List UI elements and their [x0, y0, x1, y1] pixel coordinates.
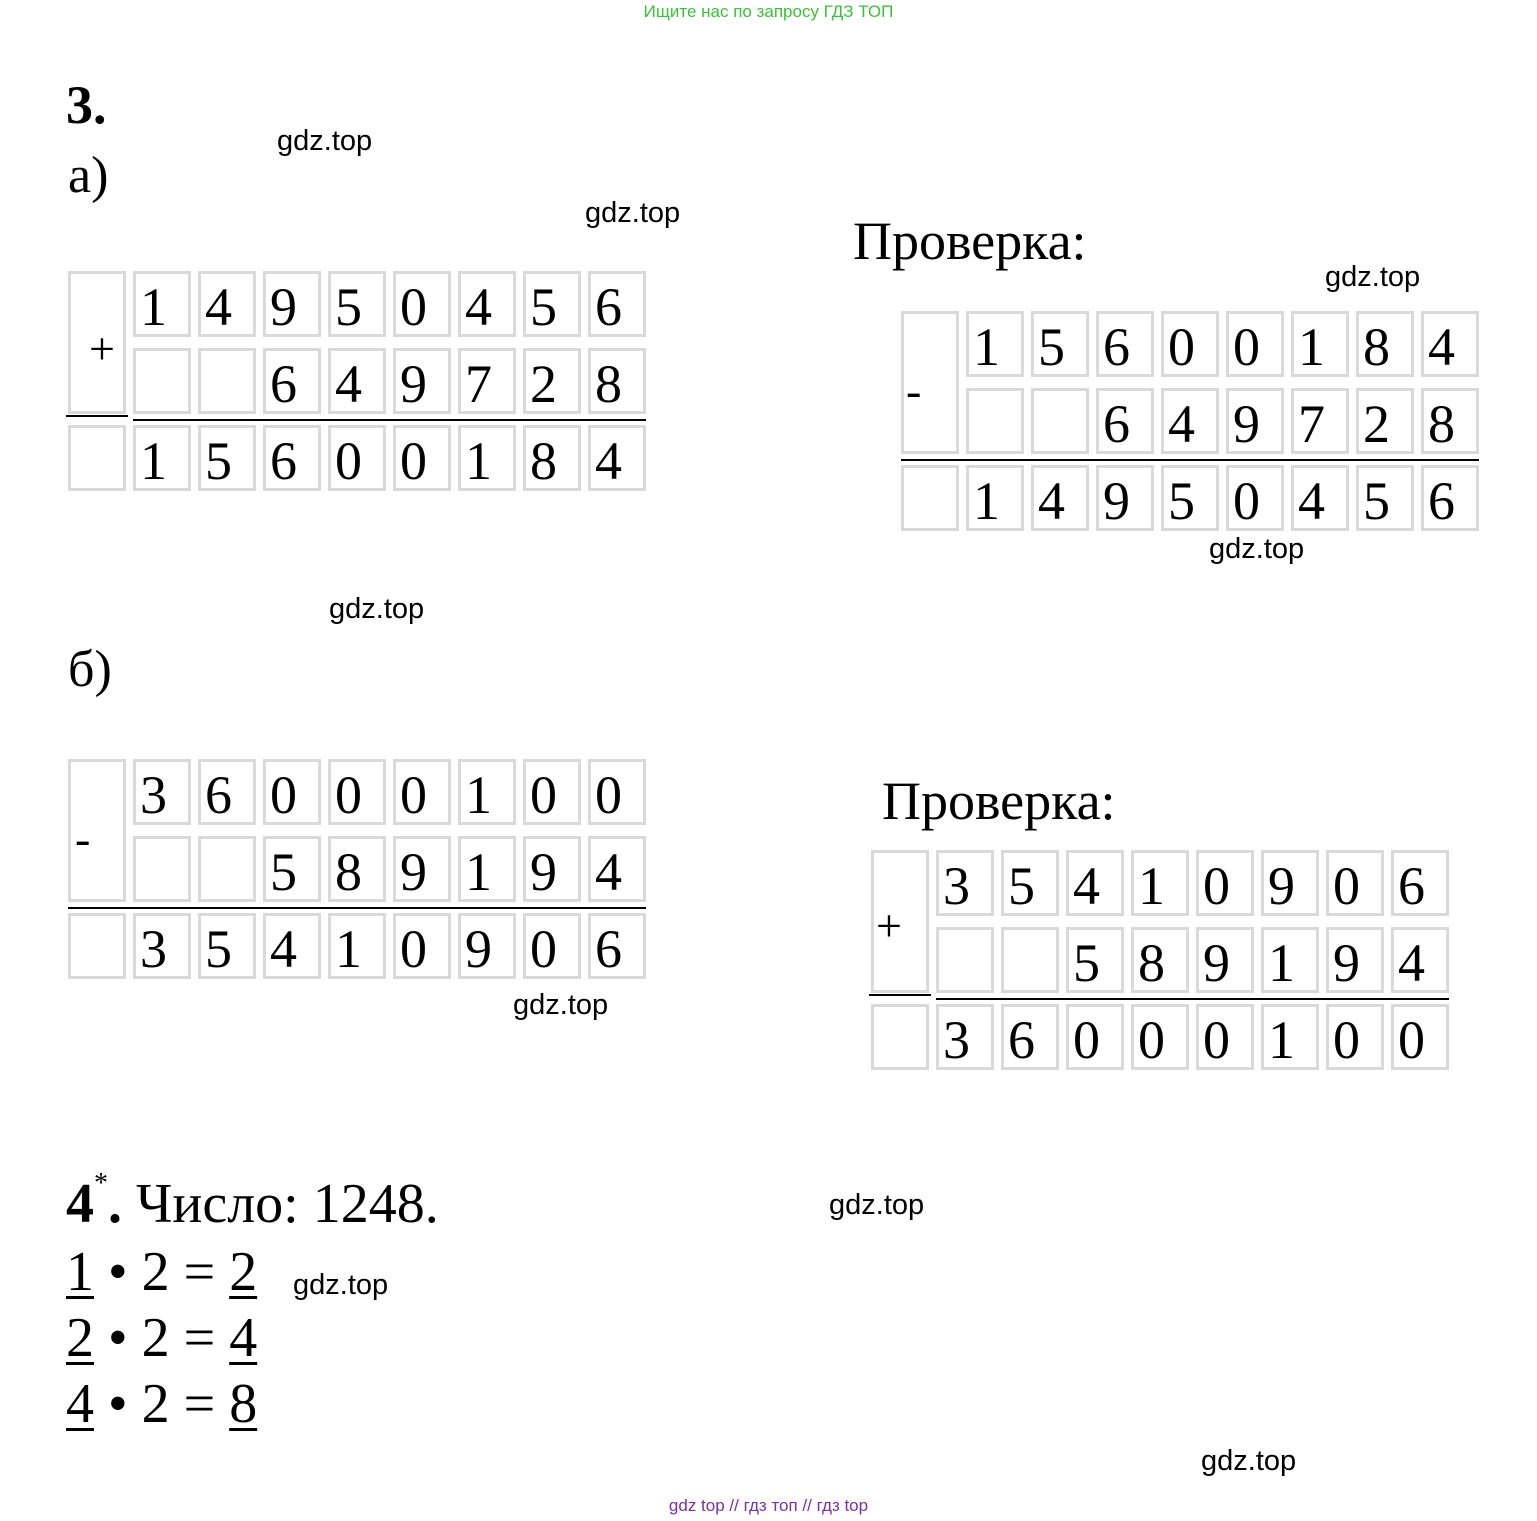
result-rule — [901, 459, 1479, 461]
blank-cell — [871, 1004, 929, 1070]
digit-cell: 9 — [1326, 927, 1384, 993]
digit-cell: 0 — [523, 759, 581, 825]
line-operand: 1 — [66, 1241, 94, 1303]
digit-cell: 5 — [198, 913, 256, 979]
part-a-label: а) — [68, 147, 109, 204]
line-operand: 2 — [66, 1307, 94, 1369]
digit-cell: 0 — [1226, 465, 1284, 531]
operator-sign: - — [75, 813, 91, 864]
digit-cell: 4 — [263, 913, 321, 979]
line-operator: • 2 = — [94, 1373, 230, 1435]
digit-cell — [133, 836, 191, 902]
digit-cell: 4 — [1291, 465, 1349, 531]
digit-cell: 6 — [1096, 311, 1154, 377]
digit-cell: 0 — [1326, 850, 1384, 916]
digit-cell: 4 — [1031, 465, 1089, 531]
operator-sign: + — [89, 323, 115, 374]
digit-cell: 5 — [1356, 465, 1414, 531]
digit-cell: 5 — [1001, 850, 1059, 916]
digit-cell: 0 — [1326, 1004, 1384, 1070]
digit-cell: 4 — [588, 425, 646, 491]
watermark: gdz.top — [829, 1189, 925, 1221]
digit-cell: 1 — [458, 759, 516, 825]
digit-cell: 9 — [458, 913, 516, 979]
digit-cell — [133, 348, 191, 414]
digit-cell: 0 — [1131, 1004, 1189, 1070]
task-4-text: Число: 1248. — [136, 1173, 439, 1235]
digit-cell: 3 — [936, 850, 994, 916]
result-rule — [936, 998, 1449, 1000]
task-3-number: 3. — [66, 75, 107, 135]
digit-cell: 4 — [1066, 850, 1124, 916]
digit-cell: 3 — [936, 1004, 994, 1070]
digit-cell: 1 — [133, 425, 191, 491]
digit-cell: 9 — [263, 271, 321, 337]
digit-cell: 0 — [523, 913, 581, 979]
digit-cell — [1031, 388, 1089, 454]
digit-cell: 0 — [328, 425, 386, 491]
digit-cell: 4 — [1161, 388, 1219, 454]
watermark: gdz.top — [1201, 1445, 1297, 1477]
operator-sign: + — [876, 900, 902, 951]
digit-cell: 6 — [1391, 850, 1449, 916]
digit-cell: 5 — [198, 425, 256, 491]
top-banner: Ищите нас по запросу ГДЗ ТОП — [643, 2, 894, 21]
blank-cell — [901, 465, 959, 531]
task-4-line — [66, 1240, 257, 1304]
digit-cell: 0 — [1226, 311, 1284, 377]
digit-cell: 0 — [328, 759, 386, 825]
digit-cell: 2 — [523, 348, 581, 414]
digit-cell: 4 — [328, 348, 386, 414]
task-4-number: 4 — [66, 1173, 94, 1235]
digit-cell: 8 — [523, 425, 581, 491]
digit-cell: 4 — [1421, 311, 1479, 377]
digit-cell: 6 — [588, 271, 646, 337]
digit-cell: 1 — [966, 465, 1024, 531]
digit-cell: 9 — [393, 836, 451, 902]
digit-cell — [198, 348, 256, 414]
digit-cell: 4 — [198, 271, 256, 337]
digit-cell: 6 — [588, 913, 646, 979]
digit-cell: 0 — [393, 271, 451, 337]
operator-cell — [68, 271, 126, 414]
digit-cell: 9 — [393, 348, 451, 414]
blank-cell — [68, 425, 126, 491]
task-4-heading — [66, 1168, 439, 1236]
digit-cell: 8 — [1356, 311, 1414, 377]
digit-cell: 7 — [458, 348, 516, 414]
digit-cell: 8 — [328, 836, 386, 902]
digit-cell — [966, 388, 1024, 454]
operator-cell — [871, 850, 929, 993]
digit-cell: 5 — [1066, 927, 1124, 993]
task-4-star: * — [94, 1168, 108, 1199]
digit-cell: 1 — [328, 913, 386, 979]
watermark: gdz.top — [277, 125, 373, 157]
watermark: gdz.top — [329, 593, 425, 625]
digit-cell: 4 — [458, 271, 516, 337]
digit-cell: 4 — [588, 836, 646, 902]
digit-cell: 2 — [1356, 388, 1414, 454]
watermark: gdz.top — [513, 989, 609, 1021]
task-4-line — [66, 1306, 257, 1370]
digit-cell — [198, 836, 256, 902]
digit-cell: 0 — [1391, 1004, 1449, 1070]
digit-cell: 9 — [1226, 388, 1284, 454]
part-b-check-label: Проверка: — [882, 771, 1116, 831]
digit-cell: 6 — [1001, 1004, 1059, 1070]
digit-cell: 9 — [523, 836, 581, 902]
digit-cell: 3 — [133, 759, 191, 825]
digit-cell: 0 — [1066, 1004, 1124, 1070]
digit-cell: 7 — [1291, 388, 1349, 454]
digit-cell: 0 — [588, 759, 646, 825]
digit-cell: 5 — [328, 271, 386, 337]
digit-cell: 6 — [1096, 388, 1154, 454]
watermark: gdz.top — [293, 1269, 389, 1301]
operator-cell — [901, 311, 959, 454]
line-operand: 4 — [66, 1373, 94, 1435]
task-4-line — [66, 1372, 257, 1436]
digit-cell — [1001, 927, 1059, 993]
digit-cell: 5 — [1161, 465, 1219, 531]
digit-cell: 8 — [588, 348, 646, 414]
digit-cell: 0 — [393, 913, 451, 979]
digit-cell: 0 — [393, 425, 451, 491]
digit-cell: 0 — [393, 759, 451, 825]
operator-rule — [66, 415, 128, 417]
line-result: 8 — [229, 1373, 258, 1435]
digit-cell: 9 — [1261, 850, 1319, 916]
digit-cell: 6 — [263, 348, 321, 414]
digit-cell: 9 — [1096, 465, 1154, 531]
line-operator: • 2 = — [94, 1307, 230, 1369]
part-a-check-label: Проверка: — [853, 211, 1087, 271]
digit-cell: 1 — [1261, 927, 1319, 993]
digit-cell: 1 — [1131, 850, 1189, 916]
digit-cell: 6 — [1421, 465, 1479, 531]
line-result: 4 — [229, 1307, 258, 1369]
digit-cell: 6 — [198, 759, 256, 825]
digit-cell: 1 — [966, 311, 1024, 377]
digit-cell: 1 — [1261, 1004, 1319, 1070]
result-rule — [133, 419, 646, 421]
digit-cell: 1 — [1291, 311, 1349, 377]
digit-cell: 1 — [133, 271, 191, 337]
digit-cell: 3 — [133, 913, 191, 979]
digit-cell: 0 — [1196, 850, 1254, 916]
operator-cell — [68, 759, 126, 902]
digit-cell: 4 — [1391, 927, 1449, 993]
operator-rule — [869, 994, 931, 996]
digit-cell: 5 — [263, 836, 321, 902]
blank-cell — [68, 913, 126, 979]
operator-sign: - — [906, 365, 922, 416]
digit-cell: 0 — [263, 759, 321, 825]
watermark: gdz.top — [1209, 533, 1305, 565]
digit-cell: 6 — [263, 425, 321, 491]
digit-cell — [936, 927, 994, 993]
watermark: gdz.top — [1325, 261, 1421, 293]
watermark: gdz.top — [585, 197, 681, 229]
digit-cell: 5 — [1031, 311, 1089, 377]
result-rule — [68, 907, 646, 909]
digit-cell: 0 — [1161, 311, 1219, 377]
digit-cell: 1 — [458, 425, 516, 491]
digit-cell: 9 — [1196, 927, 1254, 993]
line-operator: • 2 = — [94, 1241, 230, 1303]
part-b-label: б) — [68, 641, 112, 698]
task-4-dot: . — [108, 1173, 122, 1235]
digit-cell: 8 — [1421, 388, 1479, 454]
line-result: 2 — [229, 1241, 258, 1303]
digit-cell: 0 — [1196, 1004, 1254, 1070]
digit-cell: 5 — [523, 271, 581, 337]
bottom-banner: gdz top // гдз топ // гдз top — [668, 1496, 869, 1515]
digit-cell: 1 — [458, 836, 516, 902]
digit-cell: 8 — [1131, 927, 1189, 993]
